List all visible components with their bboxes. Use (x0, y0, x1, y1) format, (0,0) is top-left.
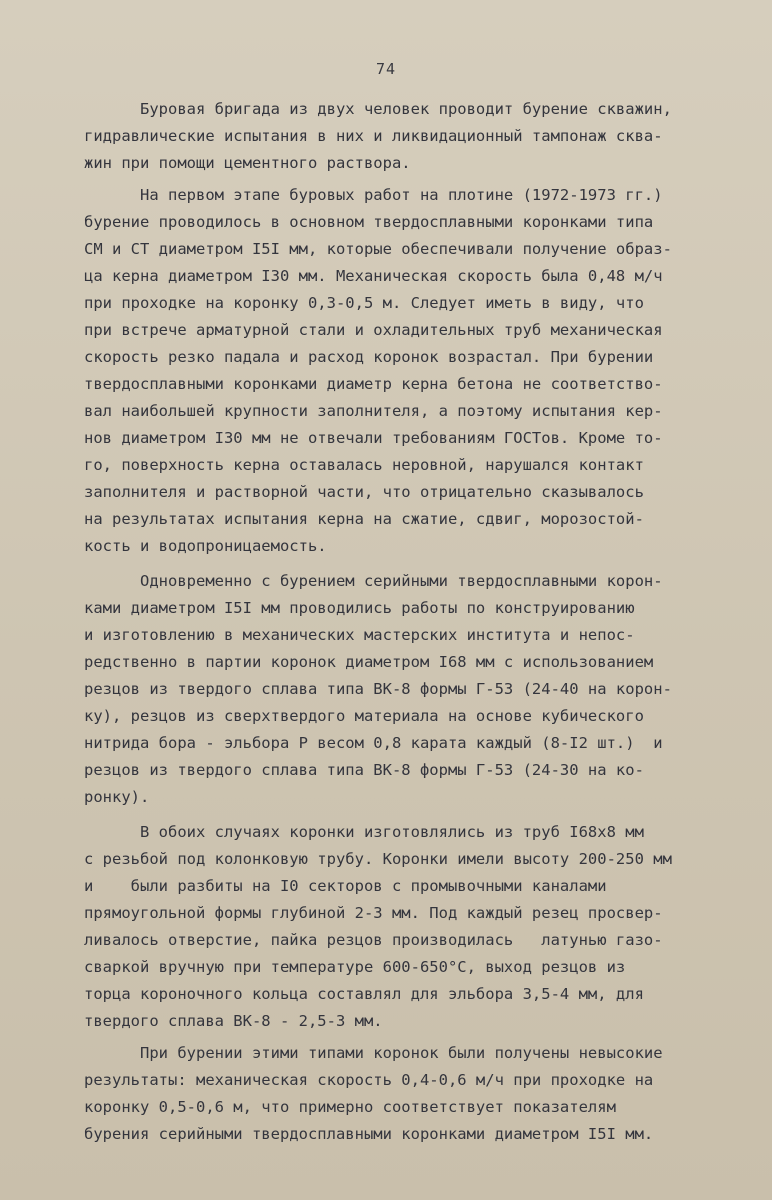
text-line: нов диаметром I30 мм не отвечали требованиям ГОСТов. Кроме то- (84, 429, 663, 447)
paragraph (84, 819, 744, 1035)
text-line: с резьбой под колонковую трубу. Коронки имели высоту 200-250 мм (84, 850, 672, 868)
text-line: вал наибольшей крупности заполнителя, а поэтому испытания кер- (84, 402, 663, 420)
text-line: бурения серийными твердосплавными коронками диаметром I5I мм. (84, 1125, 654, 1143)
text-line: ку), резцов из сверхтвердого материала на основе кубического (84, 707, 644, 725)
text-line: Одновременно с бурением серийными твердосплавными корон- (84, 572, 663, 590)
text-line: при проходке на коронку 0,3-0,5 м. Следует иметь в виду, что (84, 294, 644, 312)
text-line: жин при помощи цементного раствора. (84, 154, 411, 172)
paragraph (84, 182, 744, 560)
paragraph (84, 568, 744, 811)
text-line: результаты: механическая скорость 0,4-0,6 м/ч при проходке на (84, 1071, 654, 1089)
text-line: ливалось отверстие, пайка резцов производилась латунью газо- (84, 931, 663, 949)
text-line: При бурении этими типами коронок были получены невысокие (84, 1044, 663, 1062)
paragraph-spacer (84, 811, 744, 819)
text-line: торца короночного кольца составлял для эльбора 3,5-4 мм, для (84, 985, 644, 1003)
text-line: ца керна диаметром I30 мм. Механическая скорость была 0,48 м/ч (84, 267, 663, 285)
text-line: редственно в партии коронок диаметром I68 мм с использованием (84, 653, 654, 671)
text-line: ронку). (84, 788, 150, 806)
paragraph (84, 1040, 744, 1148)
text-line: го, поверхность керна оставалась неровной, нарушался контакт (84, 456, 644, 474)
text-line: скорость резко падала и расход коронок возрастал. При бурении (84, 348, 654, 366)
text-line: резцов из твердого сплава типа ВК-8 формы Г-53 (24-30 на ко- (84, 761, 644, 779)
text-line: Буровая бригада из двух человек проводит бурение скважин, (84, 100, 672, 118)
paragraph (84, 96, 744, 177)
text-line: при встрече арматурной стали и охладительных труб механическая (84, 321, 663, 339)
page-number: 74 (375, 60, 397, 78)
text-line: на результатах испытания керна на сжатие, сдвиг, морозостой- (84, 510, 644, 528)
text-line: прямоугольной формы глубиной 2-3 мм. Под каждый резец просвер- (84, 904, 663, 922)
text-line: коронку 0,5-0,6 м, что примерно соответствует показателям (84, 1098, 616, 1116)
text-line: На первом этапе буровых работ на плотине (1972-1973 гг.) (84, 186, 663, 204)
body-text (84, 96, 744, 1148)
text-line: и были разбиты на I0 секторов с промывочными каналами (84, 877, 607, 895)
text-line: бурение проводилось в основном твердосплавными коронками типа (84, 213, 654, 231)
text-line: нитрида бора - эльбора Р весом 0,8 карата каждый (8-I2 шт.) и (84, 734, 663, 752)
paragraph-spacer (84, 560, 744, 568)
text-line: резцов из твердого сплава типа ВК-8 формы Г-53 (24-40 на корон- (84, 680, 672, 698)
text-line: кость и водопроницаемость. (84, 537, 327, 555)
text-line: и изготовлению в механических мастерских института и непос- (84, 626, 635, 644)
text-line: твердосплавными коронками диаметр керна бетона не соответство- (84, 375, 663, 393)
text-line: СМ и СТ диаметром I5I мм, которые обеспечивали получение образ- (84, 240, 672, 258)
text-line: ками диаметром I5I мм проводились работы по конструированию (84, 599, 635, 617)
text-line: В обоих случаях коронки изготовлялись из труб I68х8 мм (84, 823, 644, 841)
text-line: твердого сплава ВК-8 - 2,5-3 мм. (84, 1012, 383, 1030)
text-line: заполнителя и растворной части, что отрицательно сказывалось (84, 483, 644, 501)
text-line: сваркой вручную при температуре 600-650°С, выход резцов из (84, 958, 626, 976)
text-line: гидравлические испытания в них и ликвидационный тампонаж сква- (84, 127, 663, 145)
